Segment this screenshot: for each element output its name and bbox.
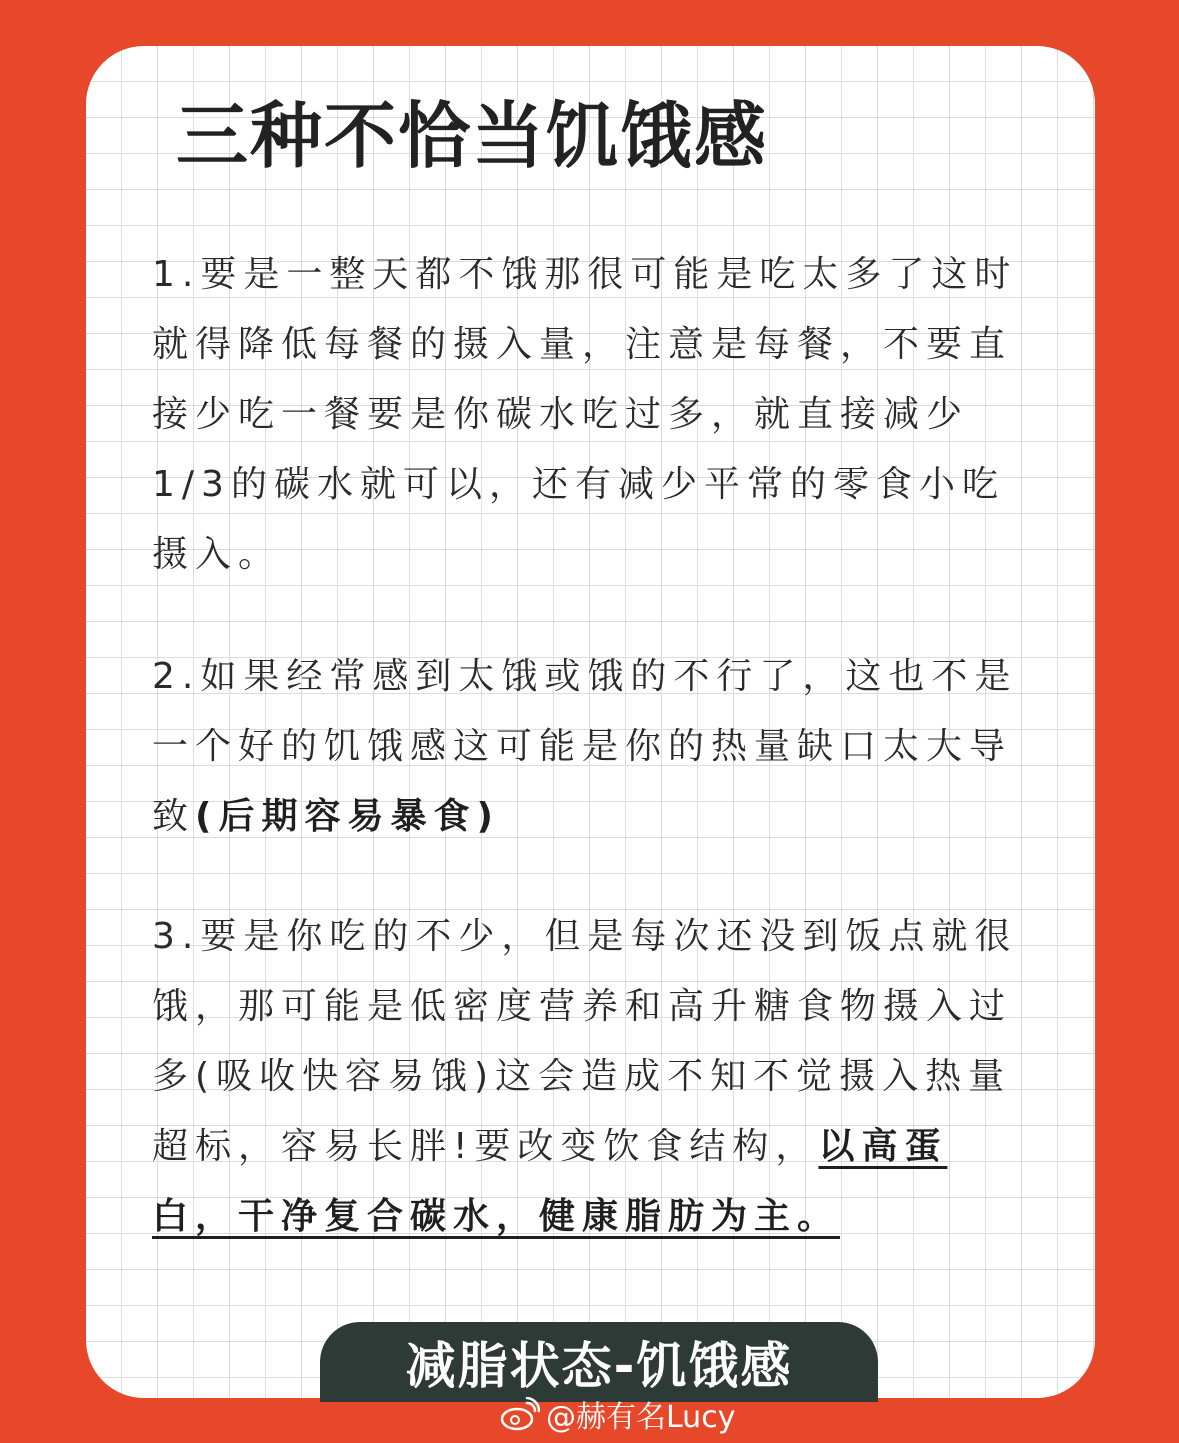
paragraph-2 [152,642,1032,852]
watermark-text: @赫有名Lucy [546,1400,736,1435]
footer-banner: 减脂状态-饥饿感 [320,1322,878,1402]
paragraph-2-bold: (后期容易暴食) [195,796,500,837]
paragraph-3-underlined: 以高蛋白，干净复合碳水，健康脂肪为主。 [152,1126,948,1237]
weibo-icon [500,1397,540,1431]
watermark [500,1392,735,1436]
page-title: 三种不恰当饥饿感 [176,94,769,178]
paragraph-1: 1.要是一整天都不饿那很可能是吃太多了这时就得降低每餐的摄入量，注意是每餐，不要直接少吃一餐要是你碳水吃过多，就直接减少1/3的碳水就可以，还有减少平常的零食小吃摄入。 [152,254,1018,575]
paragraph-2-text: 2.如果经常感到太饿或饿的不行了，这也不是一个好的饥饿感这可能是你的热量缺口太大导致 [152,656,1018,837]
paragraph-3 [152,902,1032,1252]
paragraph-3-text: 3.要是你吃的不少，但是每次还没到饭点就很饿，那可能是低密度营养和高升糖食物摄入过多(吸收快容易饿)这会造成不知不觉摄入热量超标，容易长胖!要改变饮食结构， [152,916,1018,1167]
